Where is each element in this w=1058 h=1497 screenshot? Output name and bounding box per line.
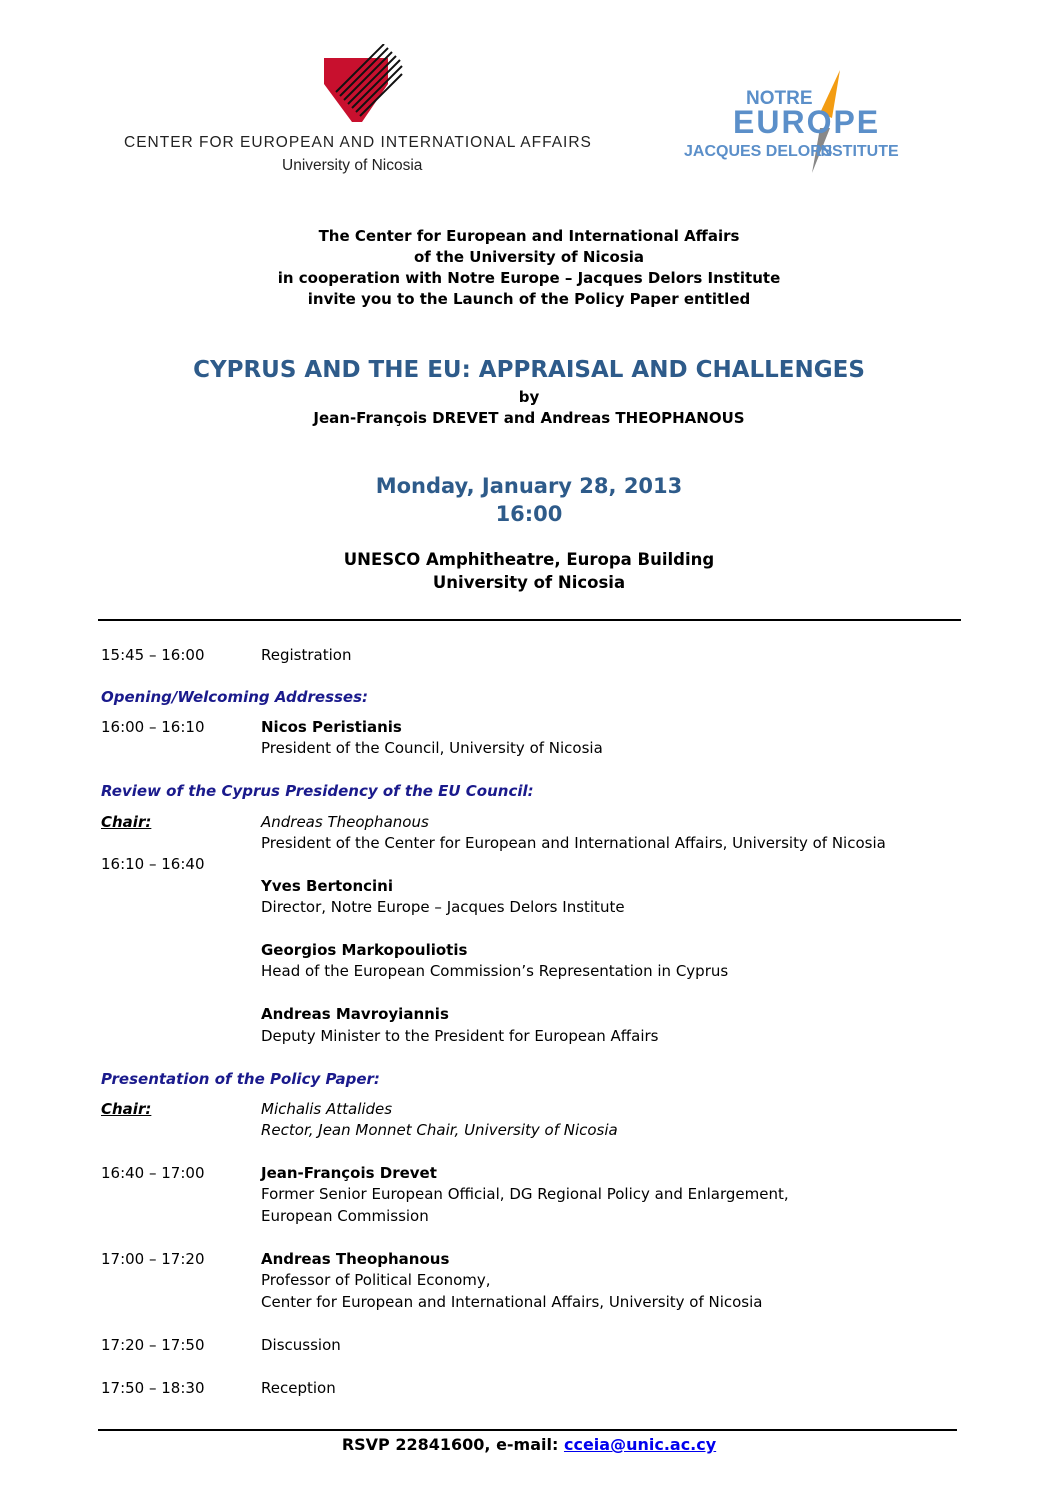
speaker-name: Nicos Peristianis (261, 718, 402, 736)
intro-line: invite you to the Launch of the Policy Paper entitled (307, 290, 751, 308)
speaker-role: Head of the European Commission’s Representation in Cyprus (261, 962, 729, 980)
speaker-role: Deputy Minister to the President for European Affairs (261, 1027, 659, 1045)
agenda-time: 16:40 – 17:00 (101, 1164, 205, 1182)
section-heading: Presentation of the Policy Paper: (101, 1070, 380, 1088)
agenda-time: 17:50 – 18:30 (101, 1379, 205, 1397)
cceia-logo-subtext: University of Nicosia (282, 157, 423, 174)
agenda-item: Reception (261, 1379, 336, 1397)
speaker-role: Former Senior European Official, DG Regional Policy and Enlargement, (261, 1185, 789, 1203)
divider (98, 1429, 957, 1431)
venue-university: University of Nicosia (432, 573, 626, 592)
chair-name: Andreas Theophanous (261, 813, 429, 831)
speaker-role: Center for European and International Affairs, University of Nicosia (261, 1293, 763, 1311)
agenda-time: 16:00 – 16:10 (101, 718, 205, 736)
intro-line: The Center for European and International Affairs (318, 227, 740, 245)
agenda-time: 17:20 – 17:50 (101, 1336, 205, 1354)
paper-title: CYPRUS AND THE EU: APPRAISAL AND CHALLENGES (193, 357, 865, 383)
chair-role: President of the Center for European and International Affairs, University of Nicosia (261, 834, 886, 852)
notre-europe-logo-text: NOTRE (746, 88, 813, 109)
speaker-name: Jean-François Drevet (261, 1164, 437, 1182)
notre-europe-logo-text: EUROPE (733, 104, 881, 140)
event-date: Monday, January 28, 2013 (375, 474, 683, 498)
agenda-time: 17:00 – 17:20 (101, 1250, 205, 1268)
speaker-role: Professor of Political Economy, (261, 1271, 491, 1289)
event-time: 16:00 (495, 502, 563, 526)
section-heading: Opening/Welcoming Addresses: (101, 688, 369, 706)
intro-line: in cooperation with Notre Europe – Jacques Delors Institute (277, 269, 781, 287)
notre-europe-logo-text: JACQUES DELORS (684, 143, 833, 160)
intro-line: of the University of Nicosia (413, 248, 645, 266)
venue: UNESCO Amphitheatre, Europa Building (343, 550, 715, 569)
agenda-item: Discussion (261, 1336, 341, 1354)
notre-europe-logo-text: INSTITUTE (816, 143, 899, 160)
rsvp-line (0, 1435, 1058, 1455)
chair-label: Chair: (101, 1100, 152, 1118)
agenda-time: 15:45 – 16:00 (101, 646, 205, 664)
cceia-logo-icon (322, 44, 404, 124)
chair-role: Rector, Jean Monnet Chair, University of Nicosia (261, 1121, 618, 1139)
agenda-time: 16:10 – 16:40 (101, 855, 205, 873)
speaker-role: President of the Council, University of Nicosia (261, 739, 603, 757)
speaker-name: Georgios Markopouliotis (261, 941, 468, 959)
speaker-name: Andreas Theophanous (261, 1250, 450, 1268)
authors: Jean-François DREVET and Andreas THEOPHANOUS (313, 409, 745, 427)
chair-name: Michalis Attalides (261, 1100, 393, 1118)
agenda-item: Registration (261, 646, 352, 664)
divider (98, 619, 961, 621)
email-link[interactable]: cceia@unic.ac.cy (563, 1435, 717, 1454)
speaker-name: Yves Bertoncini (261, 877, 393, 895)
by-label: by (518, 388, 540, 406)
speaker-role: Director, Notre Europe – Jacques Delors Institute (261, 898, 625, 916)
speaker-role: European Commission (261, 1207, 429, 1225)
section-heading: Review of the Cyprus Presidency of the EU Council: (101, 782, 534, 800)
chair-label: Chair: (101, 813, 152, 831)
cceia-logo-text: CENTER FOR EUROPEAN AND INTERNATIONAL AFFAIRS (124, 134, 592, 151)
rsvp-text: RSVP 22841600, e-mail: (341, 1435, 564, 1454)
speaker-name: Andreas Mavroyiannis (261, 1005, 449, 1023)
